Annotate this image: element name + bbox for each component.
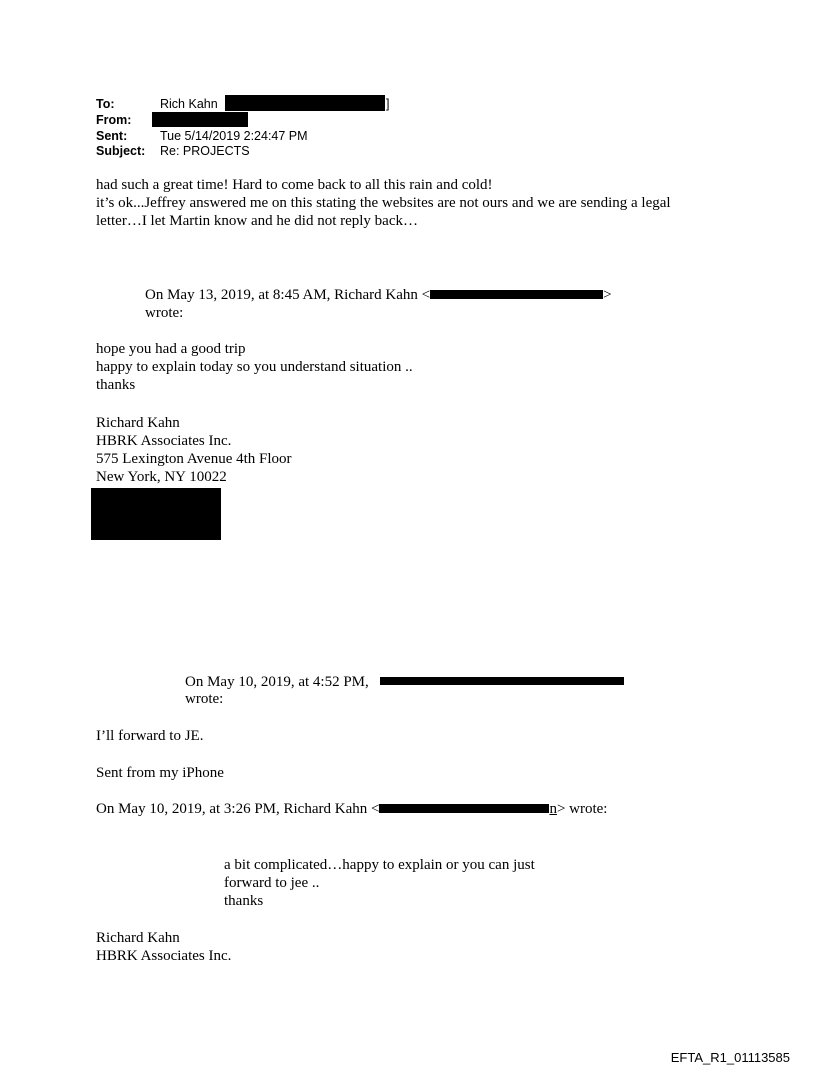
- quote-body-1: [96, 340, 413, 394]
- sent-label: Sent:: [96, 129, 128, 143]
- to-value: Rich Kahn: [160, 97, 218, 111]
- quote-intro: On May 10, 2019, at 3:26 PM, Richard Kahn <: [96, 801, 380, 817]
- quote-line: thanks: [96, 377, 136, 393]
- quote-wrote: wrote:: [145, 305, 184, 321]
- redaction-box: [225, 95, 385, 111]
- from-label: From:: [96, 113, 132, 127]
- signature-line: Richard Kahn: [96, 415, 180, 431]
- signature-block-2: [96, 929, 231, 965]
- quote-line: hope you had a good trip: [96, 341, 246, 357]
- quote-line: happy to explain today so you understand situation ..: [96, 359, 413, 375]
- body-line: it’s ok...Jeffrey answered me on this stating the websites are not ours and we are sending a legal: [96, 195, 671, 211]
- signature-line: HBRK Associates Inc.: [96, 948, 232, 964]
- quote-tail-char: n: [549, 801, 557, 817]
- quote-body-3: [224, 856, 535, 910]
- body-line: had such a great time! Hard to come back to all this rain and cold!: [96, 177, 493, 193]
- quote-line: a bit complicated…happy to explain or you can just: [224, 857, 535, 873]
- redaction-box: [91, 488, 221, 540]
- redacted-email: [430, 287, 603, 301]
- bates-number: EFTA_R1_01113585: [670, 1050, 790, 1065]
- signature-line: New York, NY 10022: [96, 469, 227, 485]
- body-line: letter…I let Martin know and he did not reply back…: [96, 213, 418, 229]
- to-bracket: ]: [386, 97, 390, 111]
- signature-line: HBRK Associates Inc.: [96, 433, 232, 449]
- quote-intro: On May 10, 2019, at 4:52 PM,: [185, 674, 369, 690]
- signature-block-1: [96, 414, 292, 486]
- quote-intro-close: >: [603, 287, 612, 303]
- quote-line: I’ll forward to JE.: [96, 728, 204, 744]
- to-label: To:: [96, 97, 115, 111]
- quote-line: Sent from my iPhone: [96, 765, 224, 781]
- quote-intro: On May 13, 2019, at 8:45 AM, Richard Kahn <: [145, 287, 431, 303]
- quote-header-3: [96, 800, 607, 818]
- signature-line: Richard Kahn: [96, 930, 180, 946]
- redaction-box: [380, 677, 624, 685]
- message-body: [96, 176, 671, 230]
- quote-tail: > wrote:: [556, 801, 608, 817]
- redacted-email: [379, 801, 549, 815]
- subject-value: Re: PROJECTS: [160, 144, 250, 158]
- sent-value: Tue 5/14/2019 2:24:47 PM: [160, 129, 308, 143]
- quote-line: forward to jee ..: [224, 875, 320, 891]
- quote-line: thanks: [224, 893, 264, 909]
- redaction-box: [152, 112, 248, 127]
- subject-label: Subject:: [96, 144, 146, 158]
- signature-line: 575 Lexington Avenue 4th Floor: [96, 451, 292, 467]
- quote-wrote: wrote:: [185, 691, 224, 707]
